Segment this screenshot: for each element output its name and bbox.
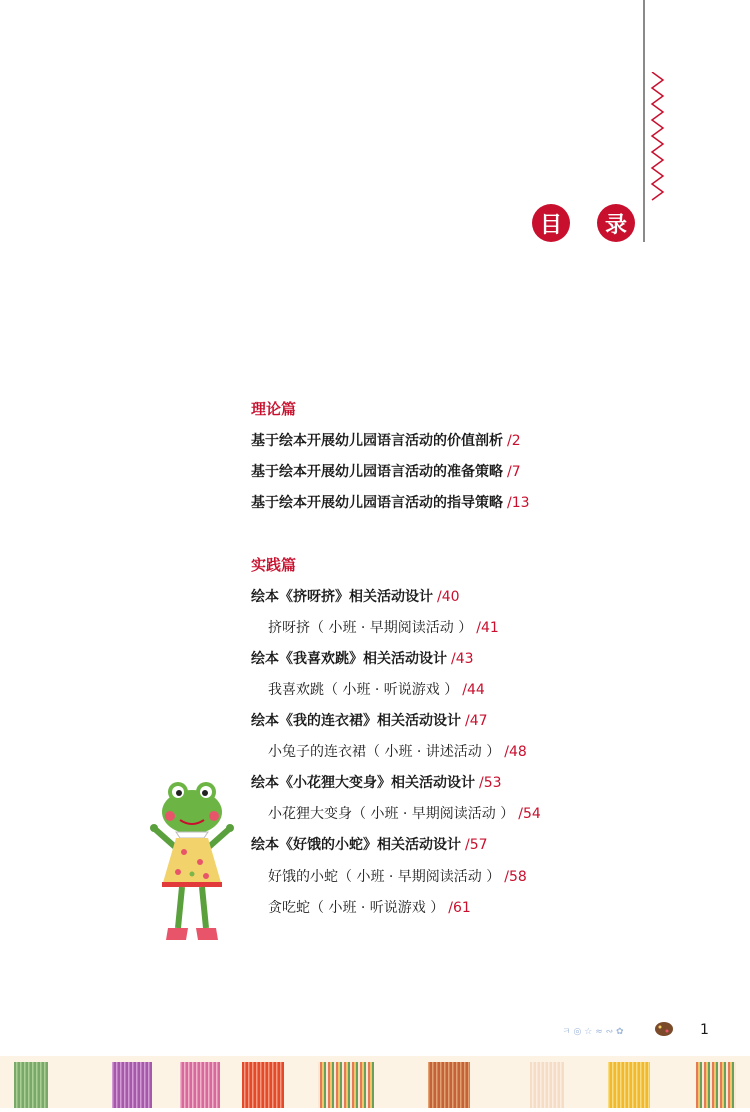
toc-entry-text: 基于绘本开展幼儿园语言活动的准备策略 <box>251 464 503 480</box>
toc-entry-text: 挤呀挤（ 小班 · 早期阅读活动 ） <box>268 620 473 636</box>
toc-page-number: /41 <box>476 620 499 636</box>
toc-sub-entry[interactable] <box>268 679 485 699</box>
toc-entry-text: 基于绘本开展幼儿园语言活动的指导策略 <box>251 495 503 511</box>
toc-entry-text: 绘本《好饿的小蛇》相关活动设计 <box>251 837 461 853</box>
toc-page-number: /47 <box>465 713 488 729</box>
page-number: 1 <box>700 1022 709 1038</box>
toc-entry-text: 贪吃蛇（ 小班 · 听说游戏 ） <box>268 900 445 916</box>
toc-entry[interactable] <box>251 461 521 481</box>
toc-sub-entry[interactable] <box>268 866 527 886</box>
toc-entry-text: 我喜欢跳（ 小班 · 听说游戏 ） <box>268 682 459 698</box>
toc-page-number: /2 <box>507 433 521 449</box>
toc-entry[interactable] <box>251 586 460 606</box>
svg-text:ㅋ ◎ ☆ ≈ ∾ ✿: ㅋ ◎ ☆ ≈ ∾ ✿ <box>562 1027 624 1037</box>
frog-illustration <box>140 778 244 948</box>
toc-page-number: /44 <box>462 682 485 698</box>
toc-page-number: /61 <box>448 900 471 916</box>
section-heading-practice: 实践篇 <box>251 556 297 574</box>
header-divider-line <box>643 0 645 242</box>
toc-entry[interactable] <box>251 430 521 450</box>
toc-entry[interactable] <box>251 710 488 730</box>
toc-entry-text: 绘本《小花狸大变身》相关活动设计 <box>251 775 475 791</box>
toc-page-number: /43 <box>451 651 474 667</box>
toc-entry-text: 基于绘本开展幼儿园语言活动的价值剖析 <box>251 433 503 449</box>
toc-entry-text: 绘本《我的连衣裙》相关活动设计 <box>251 713 461 729</box>
toc-sub-entry[interactable] <box>268 897 471 917</box>
toc-page-number: /57 <box>465 837 488 853</box>
title-char-mu: 目 <box>532 204 570 242</box>
toc-sub-entry[interactable] <box>268 617 499 637</box>
toc-entry[interactable] <box>251 648 474 668</box>
toc-entry-text: 好饿的小蛇（ 小班 · 早期阅读活动 ） <box>268 869 501 885</box>
toc-entry[interactable] <box>251 492 530 512</box>
title-char-lu: 录 <box>597 204 635 242</box>
toc-page-number: /40 <box>437 589 460 605</box>
toc-entry-text: 小花狸大变身（ 小班 · 早期阅读活动 ） <box>268 806 515 822</box>
toc-page-number: /13 <box>507 495 530 511</box>
toc-page-number: /58 <box>504 869 527 885</box>
footer-stripe-band <box>0 1056 750 1108</box>
toc-entry-text: 绘本《我喜欢跳》相关活动设计 <box>251 651 447 667</box>
toc-sub-entry[interactable] <box>268 741 527 761</box>
zigzag-decoration <box>650 72 666 204</box>
toc-sub-entry[interactable] <box>268 803 541 823</box>
toc-entry[interactable] <box>251 772 502 792</box>
stripe-decoration <box>0 1056 750 1108</box>
toc-entry-text: 绘本《挤呀挤》相关活动设计 <box>251 589 433 605</box>
section-heading-theory: 理论篇 <box>251 400 297 418</box>
toc-entry-text: 小兔子的连衣裙（ 小班 · 讲述活动 ） <box>268 744 501 760</box>
toc-page-number: /54 <box>518 806 541 822</box>
toc-page-number: /7 <box>507 464 521 480</box>
toc-page-number: /53 <box>479 775 502 791</box>
toc-entry[interactable] <box>251 834 488 854</box>
toc-page-number: /48 <box>504 744 527 760</box>
decorative-icons <box>562 1020 677 1040</box>
